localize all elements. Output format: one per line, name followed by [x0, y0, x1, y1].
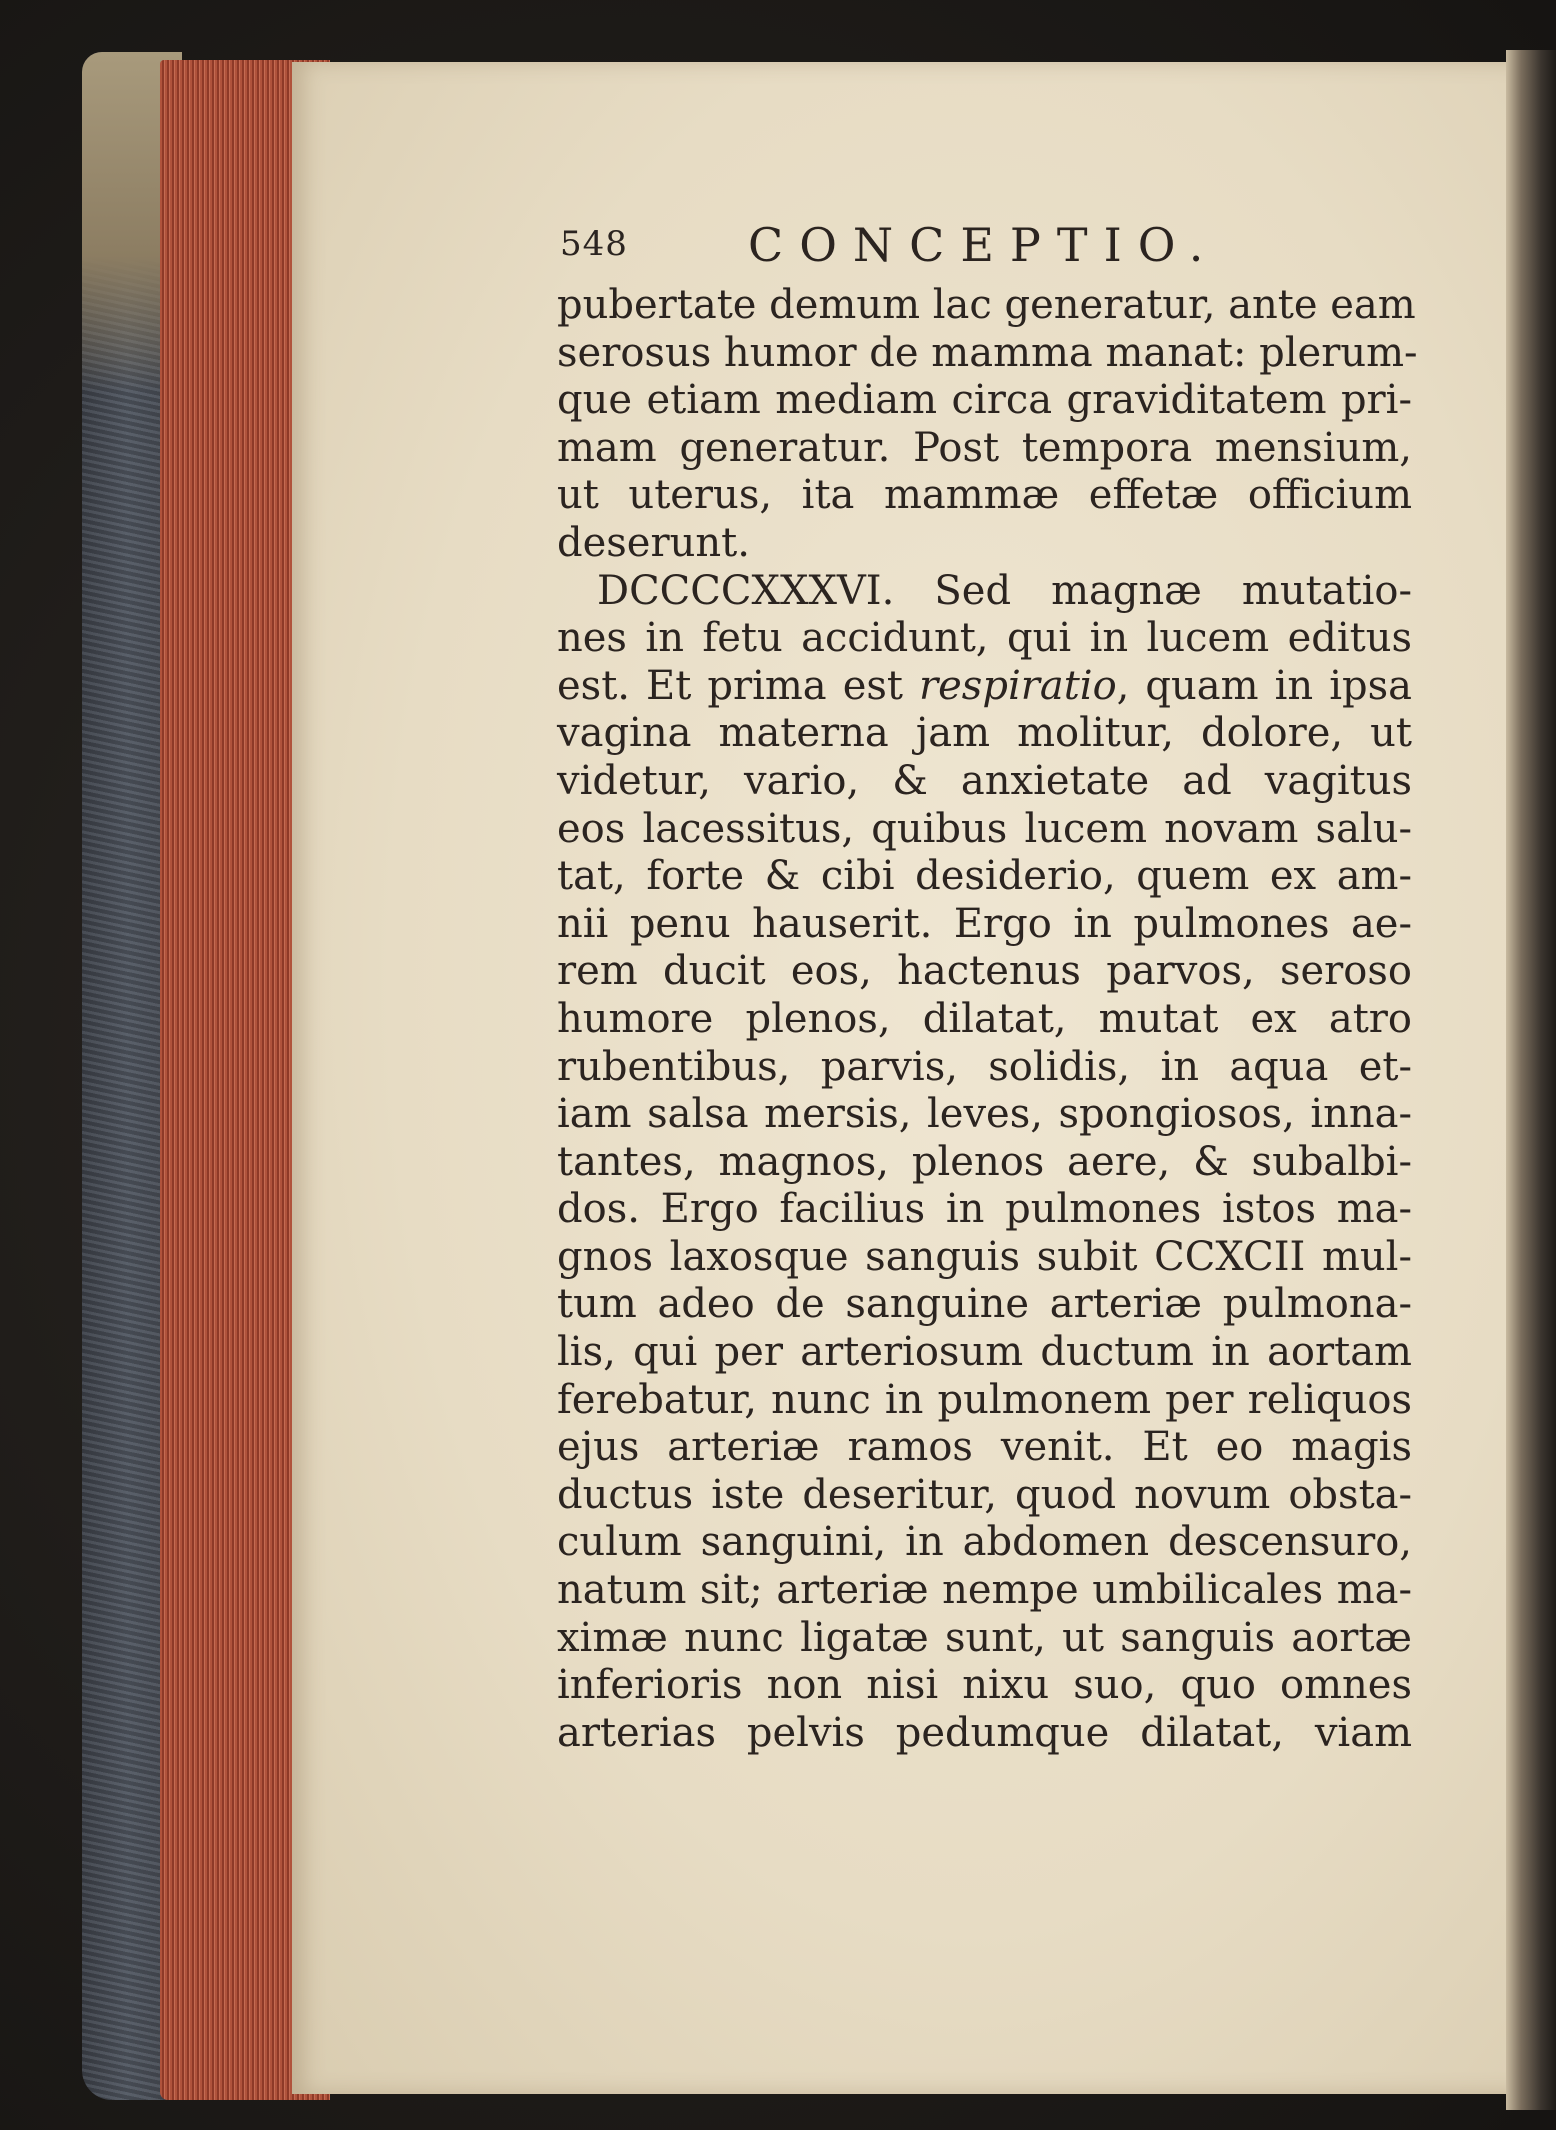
page-title: CONCEPTIO. — [748, 218, 1220, 272]
text-line: tum adeo de sanguine arteriæ pulmona- — [557, 1281, 1412, 1328]
text-line: eos lacessitus, quibus lucem novam salu- — [557, 805, 1412, 852]
text-segment: est. Et prima est — [557, 662, 920, 709]
text-line: ductus iste deseritur, quod novum obsta- — [557, 1471, 1412, 1518]
text-line: rubentibus, parvis, solidis, in aqua et- — [557, 1043, 1412, 1090]
text-line: humore plenos, dilatat, mutat ex atro — [557, 995, 1412, 1042]
text-line: vagina materna jam molitur, dolore, ut — [557, 710, 1412, 757]
text-segment: , quam in ipsa — [1116, 662, 1412, 709]
text-line: que etiam mediam circa graviditatem pri- — [557, 377, 1412, 424]
text-line: arterias pelvis pedumque dilatat, viam — [557, 1709, 1412, 1756]
text-line-with-italic — [557, 663, 1412, 711]
text-line: ut uterus, ita mammæ effetæ officium — [557, 472, 1412, 519]
text-line: gnos laxosque sanguis subit CCXCII mul- — [557, 1233, 1412, 1280]
text-line: ximæ nunc ligatæ sunt, ut sanguis aortæ — [557, 1614, 1412, 1661]
text-line: nes in fetu accidunt, qui in lucem editus — [557, 615, 1412, 662]
text-line: dos. Ergo facilius in pulmones istos ma- — [557, 1186, 1412, 1233]
text-line: rem ducit eos, hactenus parvos, seroso — [557, 948, 1412, 995]
text-line: natum sit; arteriæ nempe umbilicales ma- — [557, 1567, 1412, 1614]
text-line: nii penu hauserit. Ergo in pulmones ae- — [557, 900, 1412, 947]
text-line: inferioris non nisi nixu suo, quo omnes — [557, 1662, 1412, 1709]
text-line: mam generatur. Post tempora mensium, — [557, 424, 1412, 471]
page-gutter — [1506, 50, 1556, 2110]
text-line: serosus humor de mamma manat: plerum- — [557, 329, 1418, 376]
text-line: tat, forte & cibi desiderio, quem ex am- — [557, 853, 1412, 900]
text-line: ejus arteriæ ramos venit. Et eo magis — [557, 1424, 1412, 1471]
text-line: culum sanguini, in abdomen descensuro, — [557, 1519, 1412, 1566]
text-line: videtur, vario, & anxietate ad vagitus — [557, 757, 1412, 804]
text-line: pubertate demum lac generatur, ante eam — [557, 282, 1416, 328]
text-line: iam salsa mersis, leves, spongiosos, inna- — [557, 1091, 1412, 1138]
paragraph-start-line: DCCCCXXXVI. Sed magnæ mutatio- — [597, 567, 1412, 614]
text-line: lis, qui per arteriosum ductum in aortam — [557, 1329, 1412, 1376]
body-text — [557, 282, 1418, 1757]
text-line: ferebatur, nunc in pulmonem per reliquos — [557, 1376, 1412, 1423]
page-number: 548 — [560, 224, 628, 264]
running-head — [560, 218, 1460, 278]
italic-term: respiratio — [919, 662, 1117, 709]
text-line: deserunt. — [557, 519, 750, 566]
text-line: tantes, magnos, plenos aere, & subalbi- — [557, 1138, 1412, 1185]
